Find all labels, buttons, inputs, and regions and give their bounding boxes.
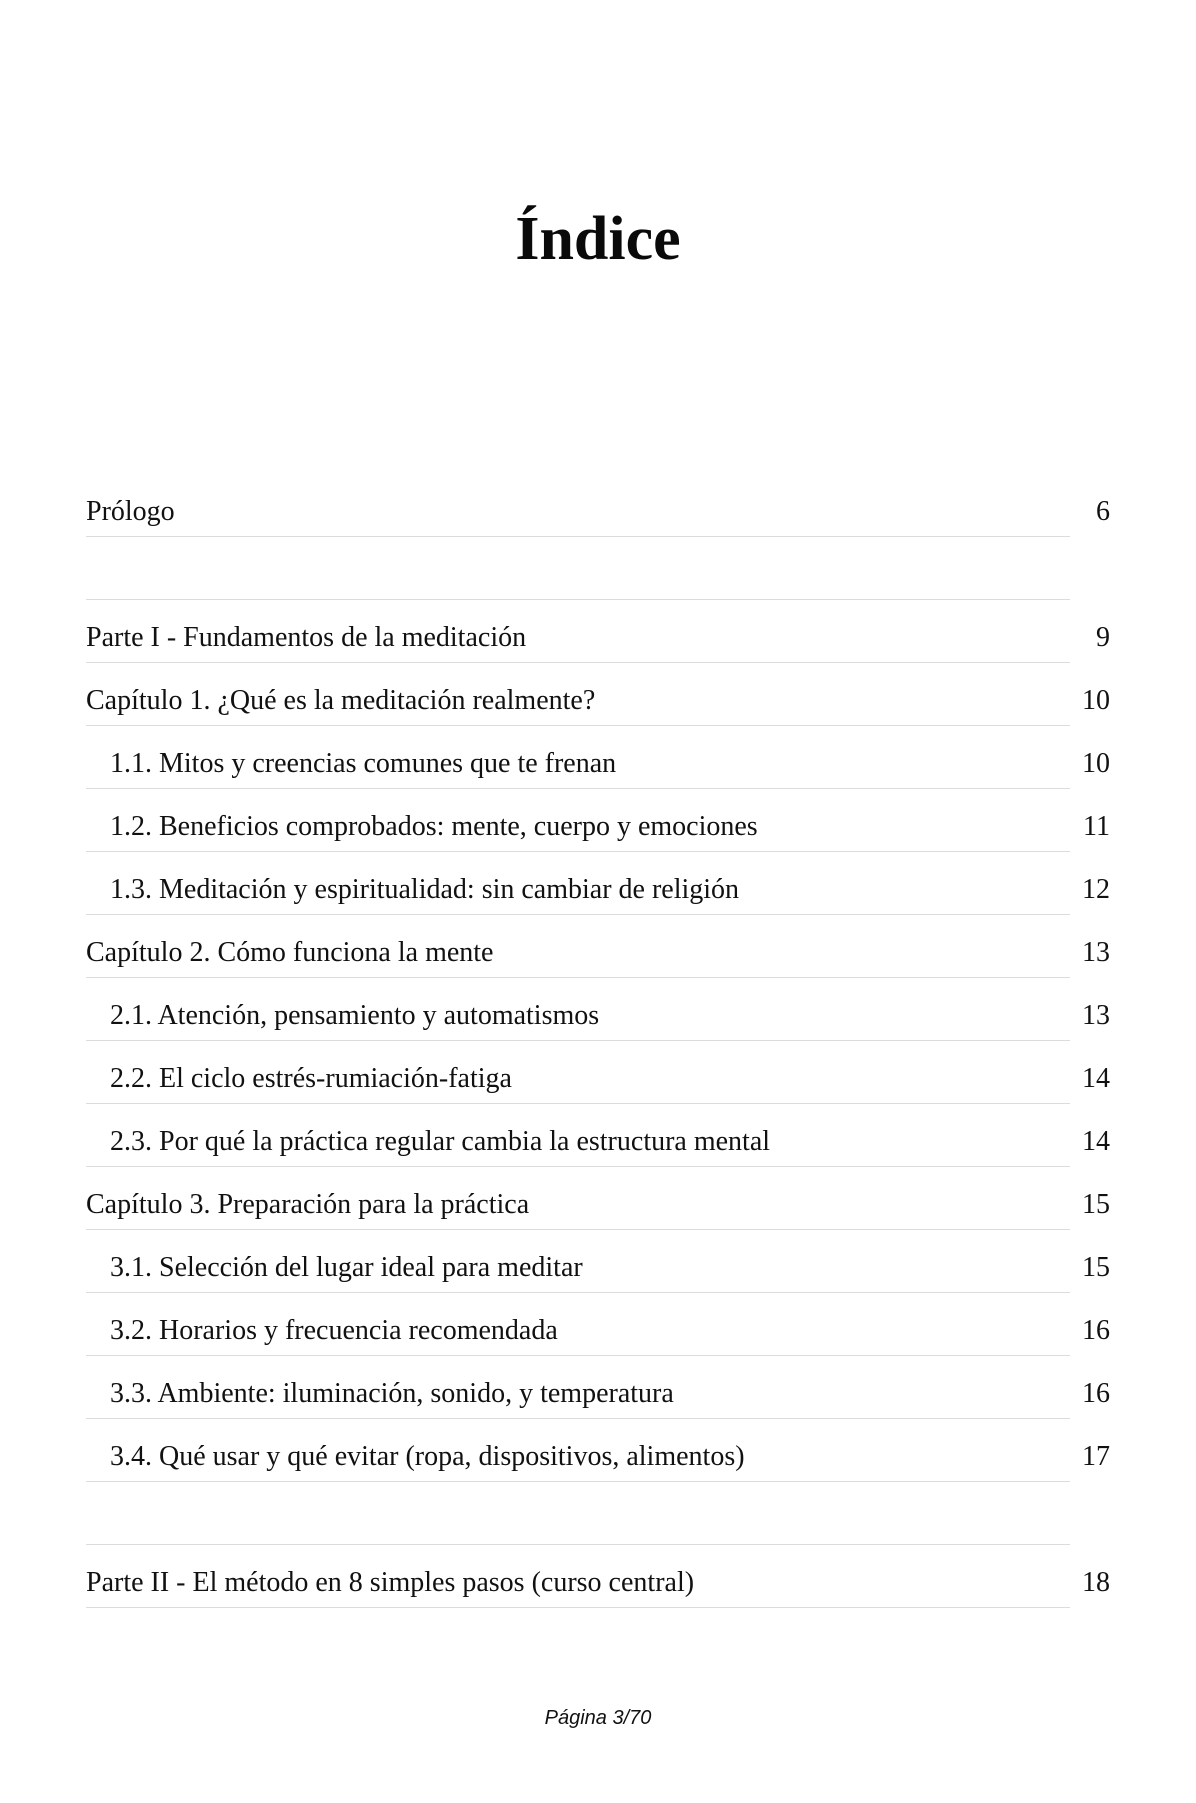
toc-entry-parte-1[interactable] xyxy=(86,600,1110,663)
toc-entry-page-number: 15 xyxy=(1082,1252,1110,1283)
toc-entry-label: Capítulo 1. ¿Qué es la meditación realmente? xyxy=(86,685,596,716)
toc-entry-page-number: 16 xyxy=(1082,1378,1110,1409)
toc-entry-section-2-1[interactable] xyxy=(86,978,1110,1041)
toc-entry-label: 2.3. Por qué la práctica regular cambia la estructura mental xyxy=(110,1126,771,1157)
toc-entry-section-2-3[interactable] xyxy=(86,1104,1110,1167)
toc-entry-label: 1.1. Mitos y creencias comunes que te frenan xyxy=(110,748,617,779)
toc-entry-capitulo-3[interactable] xyxy=(86,1167,1110,1230)
toc-entry-page-number: 16 xyxy=(1082,1315,1110,1346)
toc-entry-page-number: 9 xyxy=(1096,622,1110,653)
toc-spacer-row xyxy=(86,537,1110,600)
toc-entry-page-number: 13 xyxy=(1082,937,1110,968)
toc-entry-section-3-2[interactable] xyxy=(86,1293,1110,1356)
toc-entry-page-number: 10 xyxy=(1082,748,1110,779)
toc-entry-label: Parte I - Fundamentos de la meditación xyxy=(86,622,527,653)
toc-entry-section-3-1[interactable] xyxy=(86,1230,1110,1293)
toc-entry-label: Capítulo 3. Preparación para la práctica xyxy=(86,1189,530,1220)
toc-entry-label: 2.2. El ciclo estrés-rumiación-fatiga xyxy=(110,1063,512,1094)
toc-entry-page-number: 6 xyxy=(1096,496,1110,527)
toc-entry-prologo[interactable] xyxy=(86,474,1110,537)
page-number-footer: Página 3/70 xyxy=(544,1707,652,1729)
toc-entry-label: 3.2. Horarios y frecuencia recomendada xyxy=(110,1315,558,1346)
toc-entry-label: Parte II - El método en 8 simples pasos (curso central) xyxy=(86,1567,695,1598)
page-title: Índice xyxy=(515,205,681,273)
toc-entry-label: Capítulo 2. Cómo funciona la mente xyxy=(86,937,494,968)
toc-entry-section-1-2[interactable] xyxy=(86,789,1110,852)
toc-entry-label: Prólogo xyxy=(86,496,175,527)
toc-entry-rule xyxy=(86,1607,1070,1608)
toc-spacer-row xyxy=(86,1482,1110,1545)
table-of-contents xyxy=(86,474,1110,1608)
toc-entry-label: 1.2. Beneficios comprobados: mente, cuerpo y emociones xyxy=(110,811,758,842)
toc-entry-label: 1.3. Meditación y espiritualidad: sin cambiar de religión xyxy=(110,874,740,905)
toc-entry-label: 2.1. Atención, pensamiento y automatismos xyxy=(110,1000,600,1031)
toc-entry-label: 3.3. Ambiente: iluminación, sonido, y temperatura xyxy=(110,1378,674,1409)
toc-entry-label: 3.1. Selección del lugar ideal para meditar xyxy=(110,1252,583,1283)
toc-entry-page-number: 15 xyxy=(1082,1189,1110,1220)
toc-entry-parte-2[interactable] xyxy=(86,1545,1110,1608)
toc-entry-section-1-1[interactable] xyxy=(86,726,1110,789)
toc-entry-page-number: 11 xyxy=(1083,811,1110,842)
toc-entry-section-3-4[interactable] xyxy=(86,1419,1110,1482)
toc-entry-page-number: 17 xyxy=(1082,1441,1110,1472)
toc-entry-page-number: 10 xyxy=(1082,685,1110,716)
toc-entry-page-number: 14 xyxy=(1082,1063,1110,1094)
toc-entry-capitulo-2[interactable] xyxy=(86,915,1110,978)
toc-entry-section-3-3[interactable] xyxy=(86,1356,1110,1419)
toc-entry-section-2-2[interactable] xyxy=(86,1041,1110,1104)
toc-entry-label: 3.4. Qué usar y qué evitar (ropa, dispositivos, alimentos) xyxy=(110,1441,745,1472)
toc-entry-page-number: 18 xyxy=(1082,1567,1110,1598)
toc-entry-page-number: 14 xyxy=(1082,1126,1110,1157)
toc-entry-section-1-3[interactable] xyxy=(86,852,1110,915)
toc-entry-capitulo-1[interactable] xyxy=(86,663,1110,726)
toc-entry-page-number: 13 xyxy=(1082,1000,1110,1031)
toc-entry-page-number: 12 xyxy=(1082,874,1110,905)
